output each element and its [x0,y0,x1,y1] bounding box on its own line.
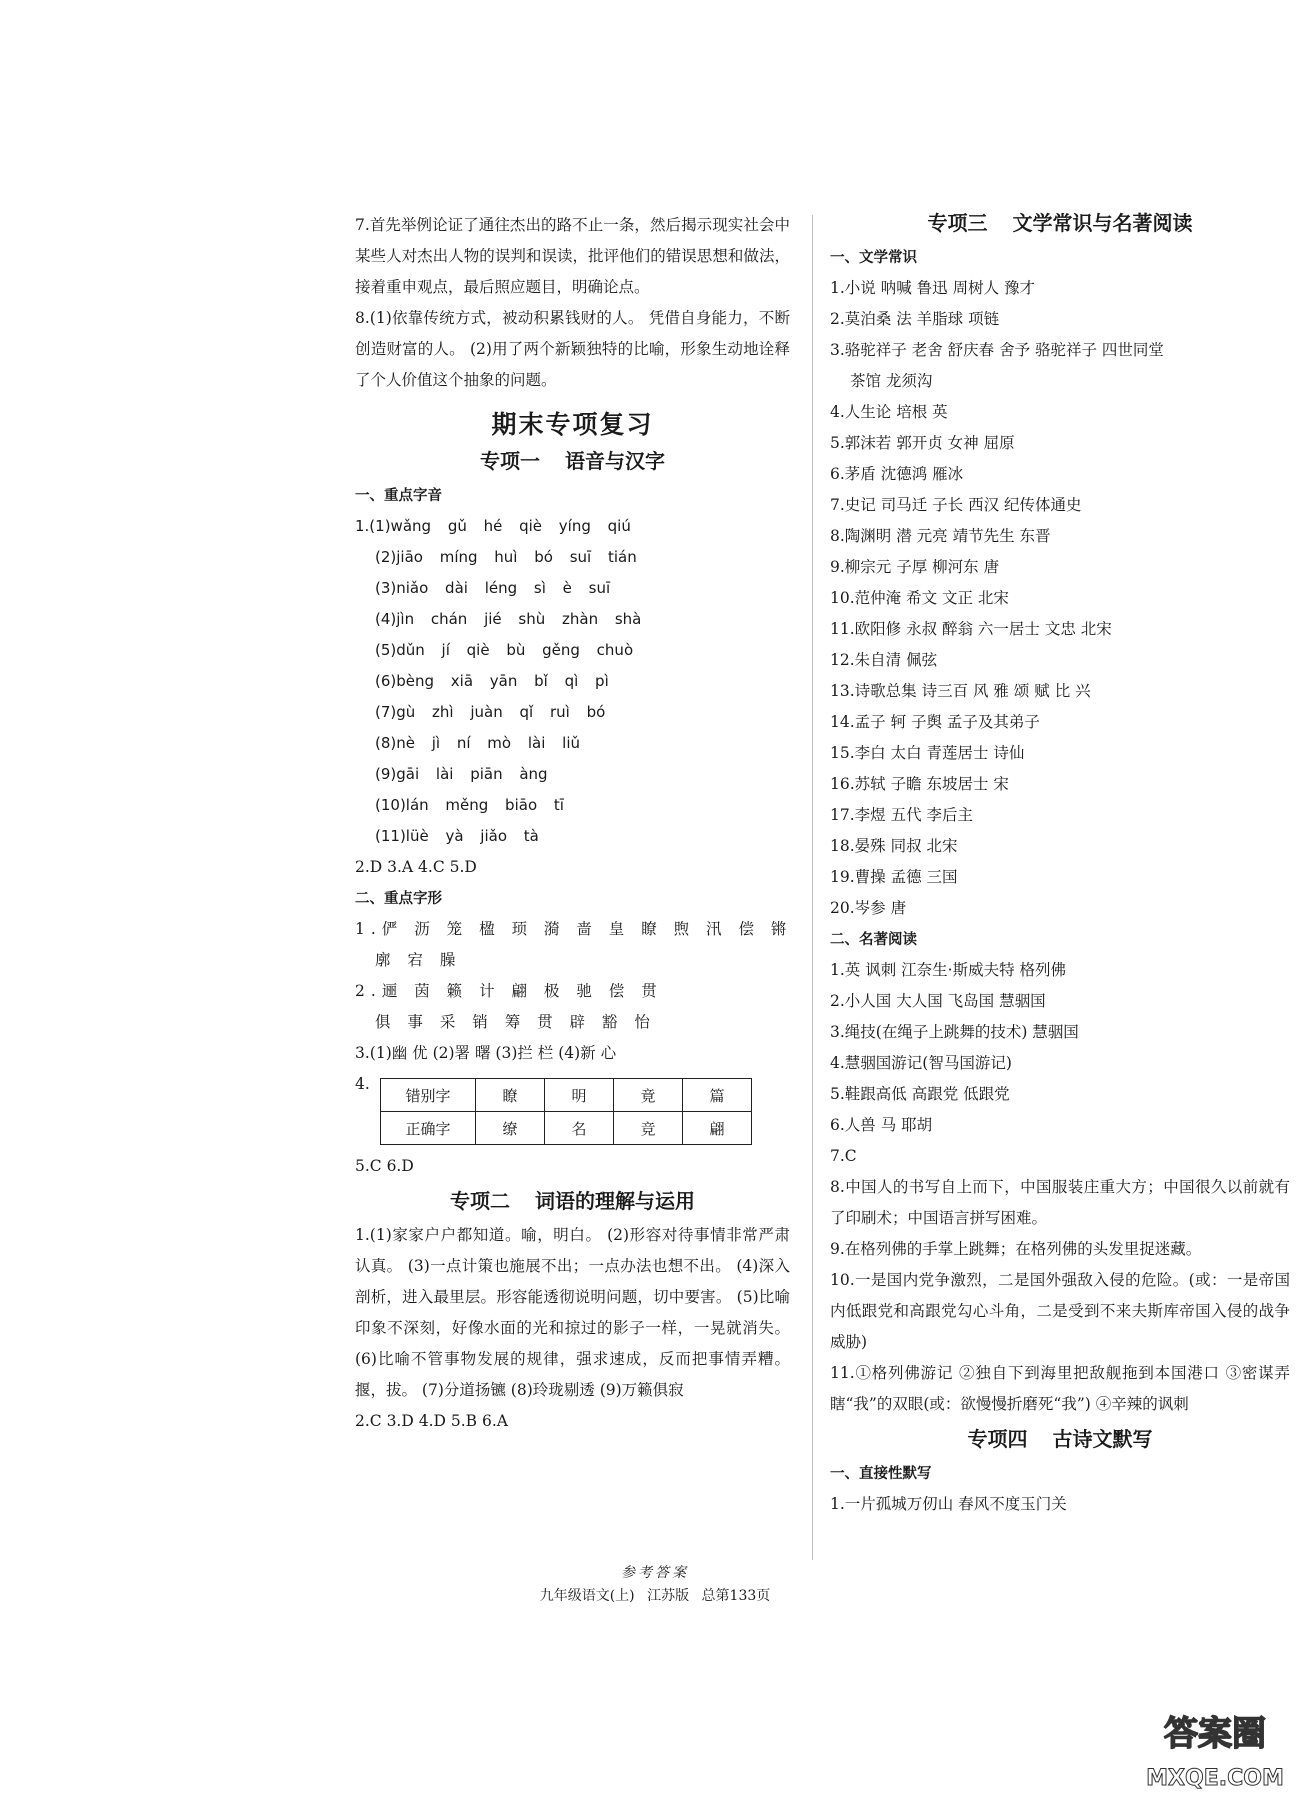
section-title-zx2: 专项二 词语的理解与运用 [450,1189,695,1213]
table-row [381,1079,752,1112]
lit-line: 9.柳宗元 子厚 柳河东 唐 [830,558,1000,576]
pinyin-line: (9)gāi lài piān àng [375,765,548,783]
subsection-head: 一、文学常识 [830,249,917,266]
answer-line: 2.D 3.A 4.C 5.D [355,858,477,876]
table-cell: 瞭 [476,1079,545,1112]
subsection-head: 二、重点字形 [355,890,442,907]
lit-line: 2.莫泊桑 法 羊脂球 项链 [830,310,1000,328]
char-line: 3.(1)幽 优 (2)署 曙 (3)拦 栏 (4)新 心 [355,1044,617,1062]
table-cell: 明 [545,1079,614,1112]
lit-line: 16.苏轼 子瞻 东坡居士 宋 [830,775,1009,793]
footer-page-info: 九年级语文(上) 江苏版 总第133页 [539,1588,771,1604]
answer-book-q11: 11.①格列佛游记 ②独自下到海里把敌舰拖到本国港口 ③密谋弄瞎“我”的双眼(或：欲慢慢折磨死“我”) ④辛辣的讽刺 [830,1364,1290,1413]
right-column [830,210,1290,1520]
table-cell: 缭 [476,1112,545,1145]
watermark-bottom: MXQE.COM [1146,1766,1284,1791]
footer-title: 参考答案 [621,1565,689,1581]
pinyin-line: 1.(1)wǎng gǔ hé qiè yíng qiú [355,517,631,535]
lit-line: 4.人生论 培根 英 [830,403,948,421]
lit-line: 19.曹操 孟德 三国 [830,868,958,886]
book-line: 4.慧骃国游记(智马国游记) [830,1054,1012,1072]
lit-line: 5.郭沫若 郭开贞 女神 屈原 [830,434,1015,452]
lit-line: 15.李白 太白 青莲居士 诗仙 [830,744,1025,762]
watermark-logo [1130,1705,1300,1795]
table-cell: 竞 [614,1112,683,1145]
answer-line: 2.C 3.D 4.D 5.B 6.A [355,1412,508,1430]
table-cell: 正确字 [381,1112,476,1145]
char-line: 1.俨 沥 笼 楹 顼 漪 啬 皇 瞭 煦 汛 偿 锵 [355,920,793,938]
table-cell: 竟 [614,1079,683,1112]
pinyin-line: (4)jìn chán jié shù zhàn shà [375,610,642,628]
pinyin-line: (7)gù zhì juàn qǐ ruì bó [375,703,606,721]
lit-line: 10.范仲淹 希文 文正 北宋 [830,589,1009,607]
book-line: 7.C [830,1147,857,1165]
pinyin-line: (8)nè jì ní mò lài liǔ [375,734,580,752]
answer-zx2-q1: 1.(1)家家户户都知道。喻，明白。 (2)形容对待事情非常严肃认真。 (3)一点计策也施展不出；一点办法也想不出。 (4)深入剖析，进入最里层。形容能透彻说明问题，切中要害。 (5)比喻印象不深刻，好像水面的光和掠过的影子一样，一晃就消失。 (6)比喻不管事物发展的规律，强求速成，反而把事情弄糟。揠，拔。 (7)分道扬镳 (8)玲珑剔透 (9)万籁俱寂 [355,1226,790,1399]
answer-line: 1.一片孤城万仞山 春风不度玉门关 [830,1495,1067,1513]
lit-line: 17.李煜 五代 李后主 [830,806,974,824]
char-line: 俱 事 采 销 筹 贯 辟 豁 怡 [375,1013,656,1031]
section-title-zx1: 专项一 语音与汉字 [480,449,665,473]
lit-line: 3.骆驼祥子 老舍 舒庆春 舍予 骆驼祥子 四世同堂 [830,341,1164,359]
pinyin-line: (11)lüè yà jiǎo tà [375,827,539,845]
error-character-table [380,1078,752,1145]
pinyin-line: (5)dǔn jí qiè bù gěng chuò [375,641,634,659]
subsection-head: 一、直接性默写 [830,1465,932,1482]
pinyin-line: (6)bèng xiā yān bǐ qì pì [375,672,609,690]
table-cell: 名 [545,1112,614,1145]
lit-line: 6.茅盾 沈德鸿 雁冰 [830,465,964,483]
left-column [355,210,793,1437]
subsection-head: 一、重点字音 [355,487,442,504]
lit-line: 8.陶渊明 潜 元亮 靖节先生 东晋 [830,527,1051,545]
table-cell: 篇 [683,1079,752,1112]
book-line: 6.人兽 马 耶胡 [830,1116,933,1134]
pinyin-line: (10)lán měng biāo tī [375,796,564,814]
subsection-head: 二、名著阅读 [830,931,917,948]
pinyin-line: (2)jiāo míng huì bó suī tián [375,548,637,566]
section-title-zx3: 专项三 文学常识与名著阅读 [927,211,1193,235]
main-title: 期末专项复习 [491,410,654,439]
watermark-top: 答案圈 [1164,1714,1266,1754]
answer-book-q10: 10.一是国内党争激烈，二是国外强敌入侵的危险。(或：一是帝国内低跟党和高跟党勾心斗角，二是受到不来夫斯库帝国入侵的战争威胁) [830,1271,1290,1351]
lit-line: 14.孟子 轲 子舆 孟子及其弟子 [830,713,1040,731]
lit-line: 12.朱自清 佩弦 [830,651,938,669]
book-line: 3.绳技(在绳子上跳舞的技术) 慧骃国 [830,1023,1079,1041]
answer-line: 5.C 6.D [355,1157,414,1175]
book-line: 2.小人国 大人国 飞岛国 慧骃国 [830,992,1046,1010]
char-line: 廓 宕 臊 [375,951,462,969]
lit-line: 20.岑参 唐 [830,899,907,917]
answer-q8: 8.(1)依靠传统方式，被动积累钱财的人。 凭借自身能力，不断创造财富的人。 (2)用了两个新颖独特的比喻，形象生动地诠释了个人价值这个抽象的问题。 [355,309,790,389]
table-cell: 翩 [683,1112,752,1145]
answer-book-q8: 8.中国人的书写自上而下，中国服装庄重大方；中国很久以前就有了印刷术；中国语言拼写困难。 [830,1178,1290,1227]
book-line: 5.鞋跟高低 高跟党 低跟党 [830,1085,1010,1103]
lit-line: 18.晏殊 同叔 北宋 [830,837,958,855]
book-line: 1.英 讽刺 江奈生·斯威夫特 格列佛 [830,961,1066,979]
table-row [381,1112,752,1145]
table-cell: 错别字 [381,1079,476,1112]
answer-q7: 7.首先举例论证了通往杰出的路不止一条，然后揭示现实社会中某些人对杰出人物的误判和误读，批评他们的错误思想和做法，接着重申观点，最后照应题目，明确论点。 [355,216,790,296]
lit-line: 1.小说 呐喊 鲁迅 周树人 豫才 [830,279,1035,297]
lit-line: 7.史记 司马迁 子长 西汉 纪传体通史 [830,496,1082,514]
char-line: 2.逦 茵 籁 计 翩 极 驰 偿 贯 [355,982,663,1000]
lit-line: 11.欧阳修 永叔 醉翁 六一居士 文忠 北宋 [830,620,1112,638]
lit-line: 茶馆 龙须沟 [850,372,933,390]
lit-line: 13.诗歌总集 诗三百 风 雅 颂 赋 比 兴 [830,682,1091,700]
column-divider [812,215,813,1560]
question-4-label: 4. [355,1075,370,1093]
answer-book-q9: 9.在格列佛的手掌上跳舞；在格列佛的头发里捉迷藏。 [830,1240,1202,1258]
pinyin-line: (3)niǎo dài léng sì è suī [375,579,611,597]
section-title-zx4: 专项四 古诗文默写 [967,1427,1153,1451]
